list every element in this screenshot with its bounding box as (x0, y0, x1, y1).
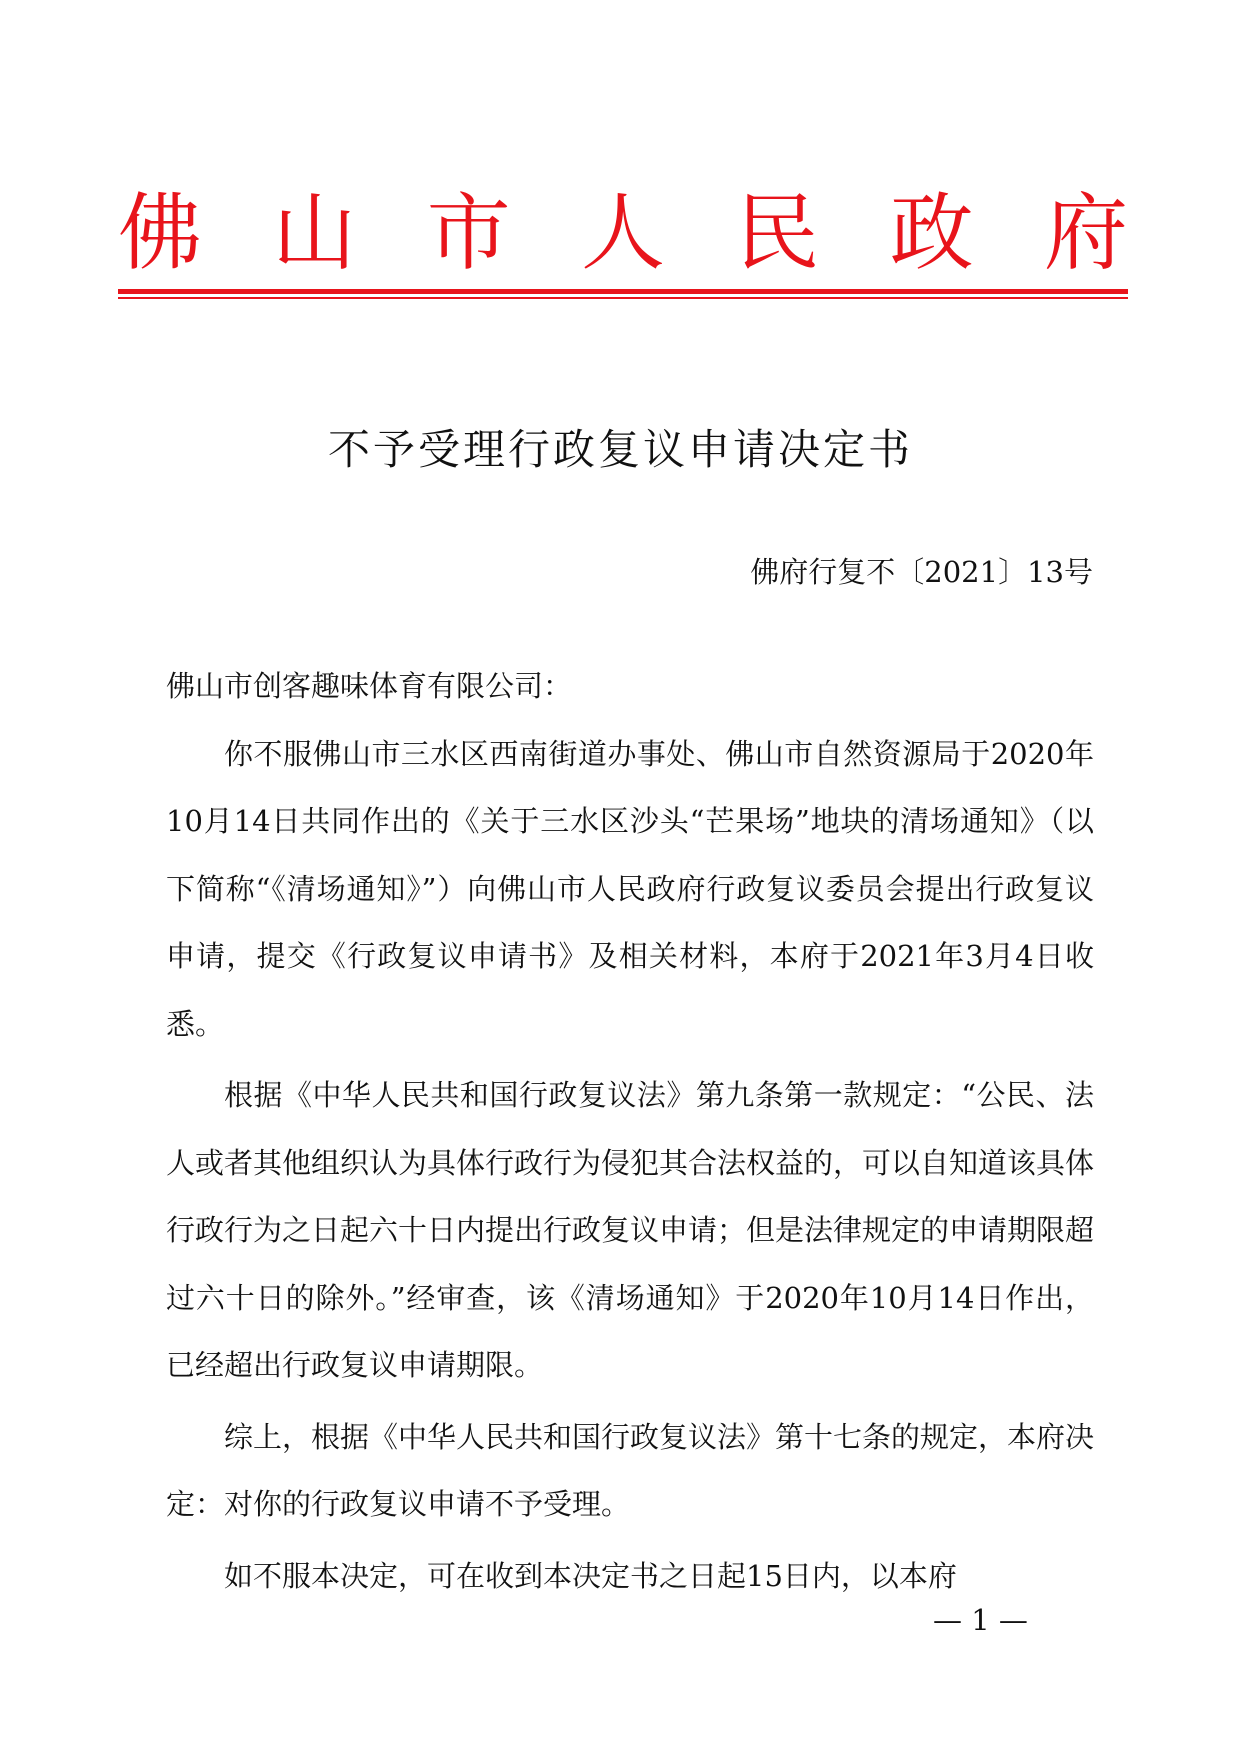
paragraph: 你不服佛山市三水区西南街道办事处、佛山市自然资源局于2020年10月14日共同作出的《关于三水区沙头“芒果场”地块的清场通知》（以下简称“《清场通知》”）向佛山市人民政府行政复议委员会提出行政复议申请，提交《行政复议申请书》及相关材料，本府于2021年3月4日收悉。 (166, 736, 1094, 1041)
letterhead-char: 府 (1043, 184, 1128, 282)
letterhead-char: 人 (580, 184, 665, 282)
document-number: 佛府行复不〔2021〕13号 (750, 555, 1093, 589)
paragraph: 如不服本决定，可在收到本决定书之日起15日内，以本府 (224, 1558, 957, 1593)
letterhead-char: 政 (889, 184, 974, 282)
document-title: 不予受理行政复议申请决定书 (327, 425, 913, 474)
paragraph: 根据《中华人民共和国行政复议法》第九条第一款规定：“公民、法人或者其他组织认为具体行政行为侵犯其合法权益的，可以自知道该具体行政行为之日起六十日内提出行政复议申请；但是法律规定的申请期限超过六十日的除外。”经审查，该《清场通知》于2020年10月14日作出，已经超出行政复议申请期限。 (166, 1078, 1095, 1382)
letterhead-char: 佛 (118, 184, 203, 282)
page-number: — 1 — (933, 1603, 1028, 1637)
letterhead-char: 市 (426, 184, 511, 282)
letterhead-char: 山 (272, 184, 357, 282)
letterhead-rule-thick (118, 289, 1128, 294)
letterhead-char: 民 (735, 184, 820, 282)
letterhead (118, 178, 1128, 288)
addressee: 佛山市创客趣味体育有限公司： (166, 669, 573, 703)
paragraph: 综上，根据《中华人民共和国行政复议法》第十七条的规定，本府决定：对你的行政复议申请不予受理。 (166, 1419, 1095, 1521)
letterhead-rule-thin (118, 297, 1128, 299)
document-body (166, 653, 1094, 1610)
